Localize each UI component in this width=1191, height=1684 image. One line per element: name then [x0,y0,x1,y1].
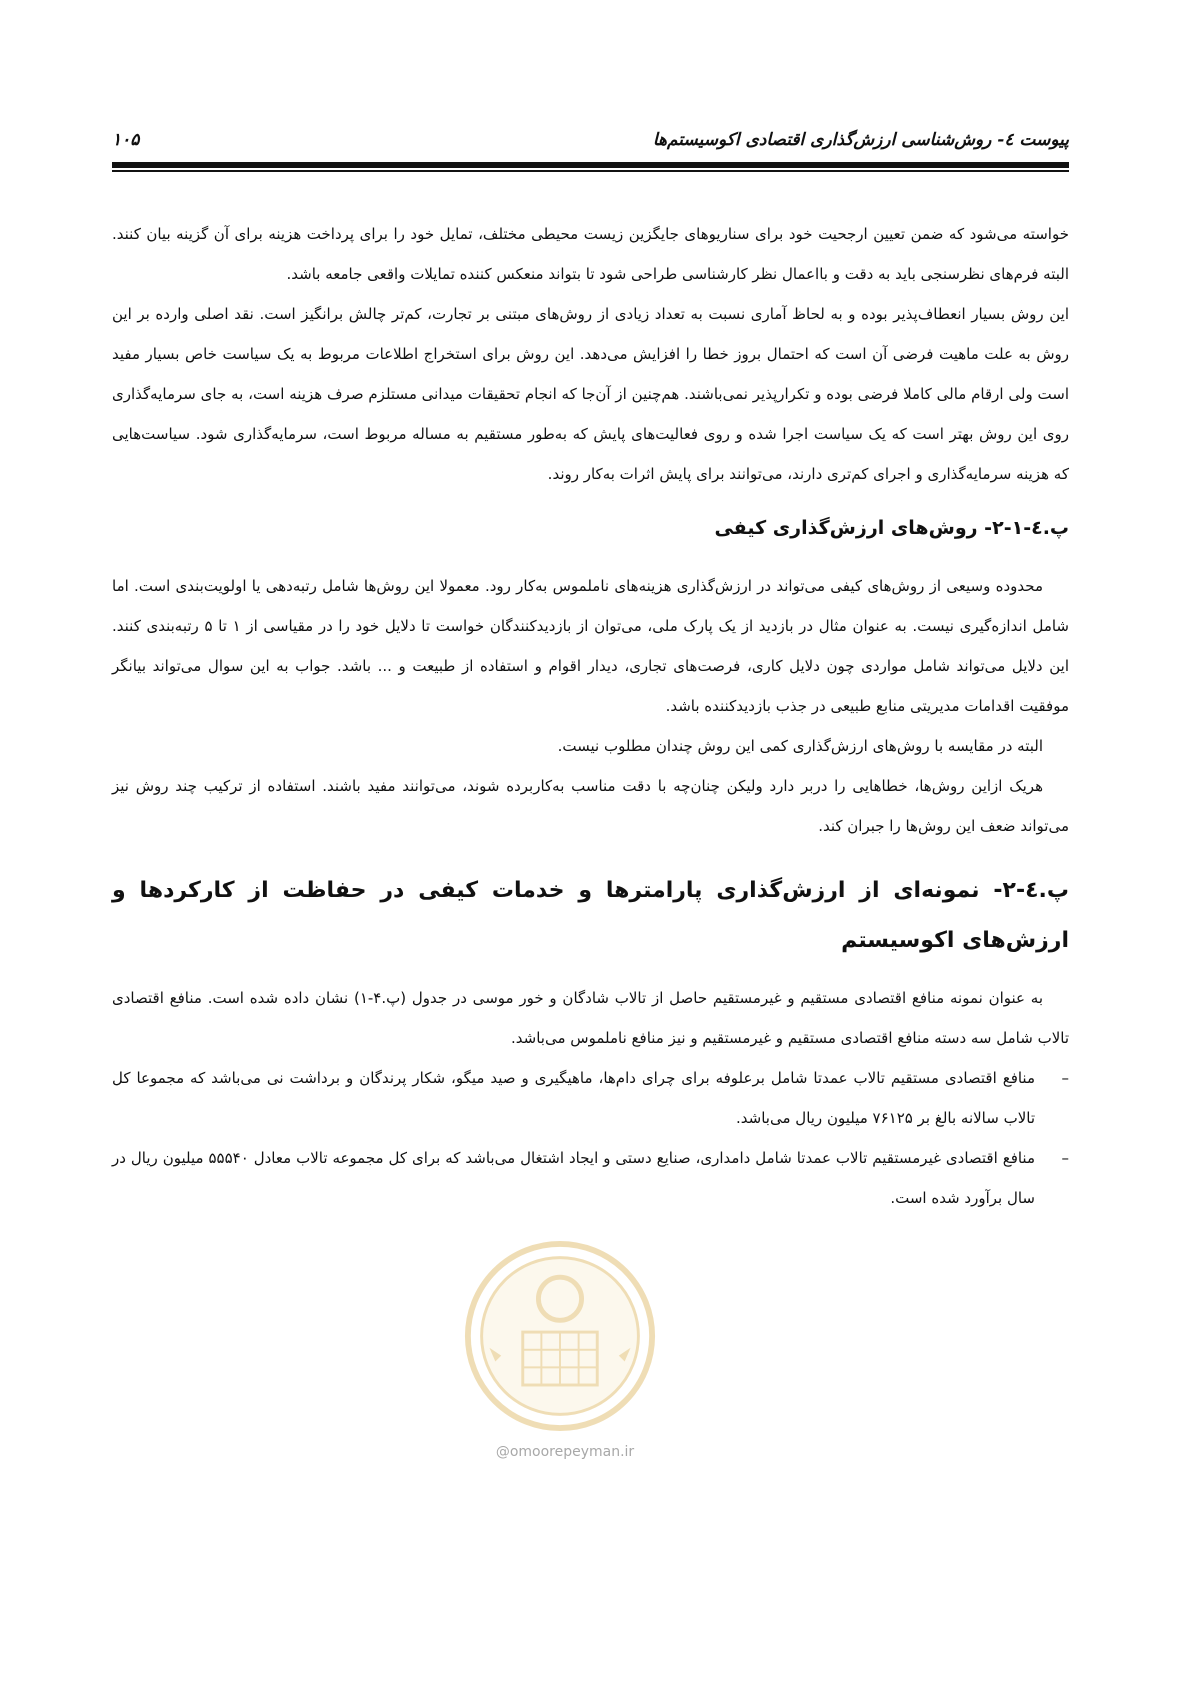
section-heading-qualitative: پ.٤-۱-۲- روش‌های ارزش‌گذاری کیفی [714,517,1069,539]
list-item-text: منافع اقتصادی غیرمستقیم تالاب عمدتا شامل دامداری، صنایع دستی و ایجاد اشتغال می‌باشد که برای کل مجموعه تالاب معادل ۵۵۵۴۰ میلیون ریال در سال برآورد شده است. [112,1149,1035,1207]
list-item [112,1058,1069,1138]
header-rule-thin [112,170,1069,172]
header-title: پیوست ٤- روش‌شناسی ارزش‌گذاری اقتصادی اکوسیستم‌ها [652,130,1069,150]
paragraph-qualitative-methods: محدوده وسیعی از روش‌های کیفی می‌تواند در ارزش‌گذاری هزینه‌های ناملموس به‌کار رود. معمولا این روش‌ها شامل رتبه‌دهی یا اولویت‌بندی است. اما شامل اندازه‌گیری نیست. به عنوان مثال در بازدید از یک پارک ملی، می‌توان از بازدیدکنندگان خواست تا دلایل خود را در مقیاسی از ۱ تا ۵ رتبه‌بندی کنند. این دلایل می‌تواند شامل مواردی چون دلایل کاری، فرصت‌های تجاری، دیدار اقوام و استفاده از طبیعت و ... باشد. جواب به این سوال می‌تواند بیانگر موفقیت اقدامات مدیریتی منابع طبیعی در جذب بازدیدکننده باشد. [112,577,1069,715]
main-content [112,214,1069,1218]
bullet-dash: – [1061,1069,1069,1087]
page-header [112,126,1069,160]
page-number: ۱۰۵ [112,130,140,150]
bullet-dash: – [1061,1149,1069,1167]
paragraph-comparison: البته در مقایسه با روش‌های ارزش‌گذاری کمی این روش چندان مطلوب نیست. [557,737,1043,755]
paragraph-method-critique: این روش بسیار انعطاف‌پذیر بوده و به لحاظ آماری نسبت به تعداد زیادی از روش‌های مبتنی بر تجارت، کم‌تر چالش برانگیز است. نقد اصلی وارده بر این روش به علت ماهیت فرضی آن است که احتمال بروز خطا را افزایش می‌دهد. این روش برای استخراج اطلاعات مربوط به یک سیاست خاص بسیار مفید است ولی ارقام مالی کاملا فرضی بوده و تکرارپذیر نمی‌باشند. هم‌چنین از آن‌جا که انجام تحقیقات میدانی مستلزم صرف هزینه است، به جای سرمایه‌گذاری روی این روش بهتر است که یک سیاست اجرا شده و روی فعالیت‌های پایش که به‌طور مستقیم به مساله مربوط است، سرمایه‌گذاری شود. سیاست‌هایی که هزینه سرمایه‌گذاری و اجرای کم‌تری دارند، می‌توانند برای پایش اثرات به‌کار روند. [112,305,1069,483]
section-heading-example: پ.٤-۲- نمونه‌ای از ارزش‌گذاری پارامترها و خدمات کیفی در حفاظت از کارکردها و ارزش‌های اکوسیستم [112,878,1069,953]
header-rule-thick [112,162,1069,168]
watermark-logo-icon [462,1238,658,1434]
watermark-url: @omoorepeyman.ir [495,1444,635,1460]
list-item-text: منافع اقتصادی مستقیم تالاب عمدتا شامل برعلوفه برای چرای دام‌ها، ماهیگیری و صید میگو، شکار پرندگان و برداشت نی می‌باشد که مجموعا کل تالاب سالانه بالغ بر ۷۶۱۲۵ میلیون ریال می‌باشد. [112,1069,1035,1127]
paragraph-wetland-example: به عنوان نمونه منافع اقتصادی مستقیم و غیرمستقیم حاصل از تالاب شادگان و خور موسی در جدول (پ.۴-۱) نشان داده شده است. منافع اقتصادی تالاب شامل سه دسته منافع اقتصادی مستقیم و غیرمستقیم و نیز منافع ناملموس می‌باشد. [112,989,1069,1047]
list-item [112,1138,1069,1218]
paragraph-combination: هریک ازاین روش‌ها، خطاهایی را دربر دارد ولیکن چنان‌چه با دقت مناسب به‌کاربرده شوند، می‌توانند مفید باشند. استفاده از ترکیب چند روش نیز می‌تواند ضعف این روش‌ها را جبران کند. [112,777,1069,835]
paragraph-survey-intro: خواسته می‌شود که ضمن تعیین ارجحیت خود برای سناریوهای جایگزین زیست محیطی مختلف، تمایل خود را برای پرداخت هزینه برای آن گزینه بیان کنند. البته فرم‌های نظرسنجی باید به دقت و بااعمال نظر کارشناسی طراحی شود تا بتواند منعکس کننده تمایلات واقعی جامعه باشد. [112,225,1069,283]
